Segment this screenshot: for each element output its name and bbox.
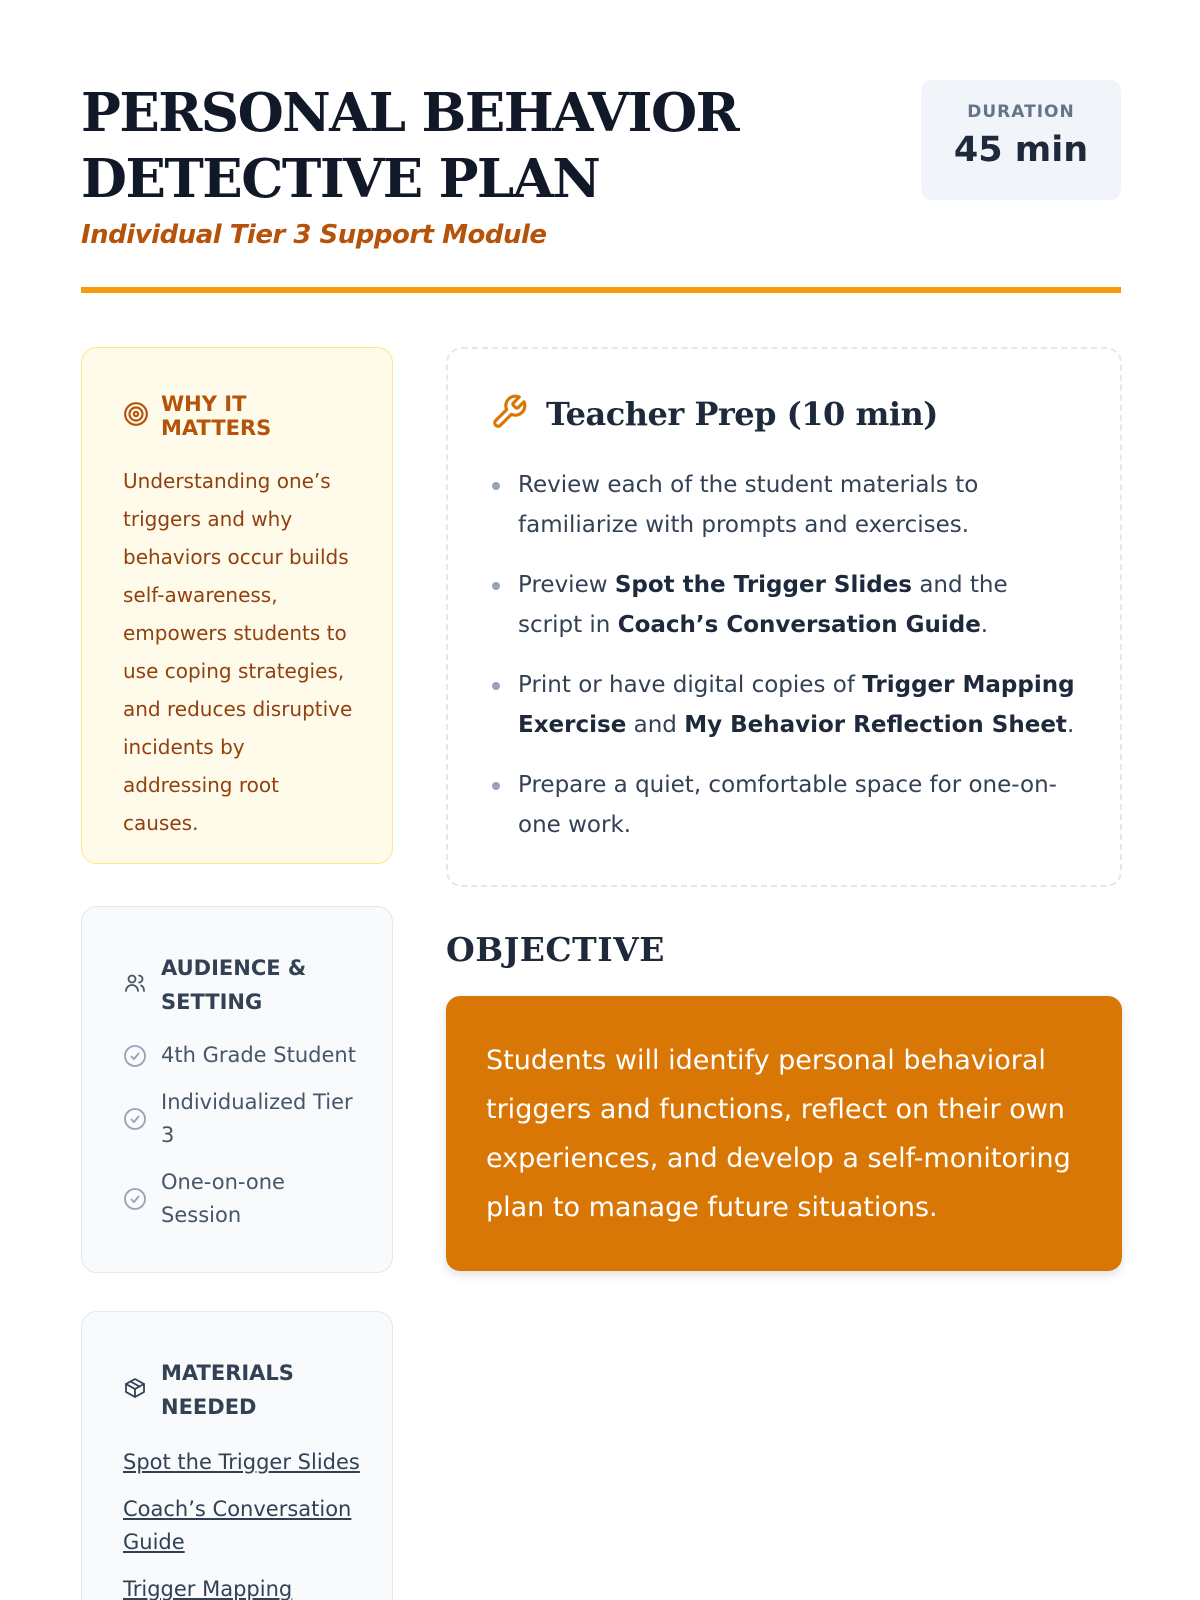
- duration-value: 45 min: [953, 130, 1089, 170]
- objective-box: [446, 996, 1122, 1271]
- prep-item-text: Print or have digital copies of: [518, 672, 863, 698]
- wrench-icon: [490, 393, 528, 435]
- audience-item-label: Individualized Tier 3: [161, 1090, 353, 1147]
- duration-box: [921, 80, 1121, 200]
- teacher-prep-card: [446, 347, 1122, 887]
- prep-item-text: Prepare a quiet, comfortable space for one-on-one work.: [518, 772, 1057, 838]
- why-body: Understanding one’s triggers and why behaviors occur builds self-awareness, empowers students to use coping strategies, and reduces disruptive incidents by addressing root causes.: [123, 469, 353, 835]
- prep-list: [490, 465, 1076, 845]
- prep-item-text: .: [980, 612, 989, 638]
- prep-item: [490, 465, 1076, 545]
- header-divider: [81, 287, 1121, 293]
- material-ref: Spot the Trigger Slides: [614, 572, 913, 598]
- prep-item: [490, 565, 1076, 645]
- prep-item: [490, 665, 1076, 745]
- target-icon: [123, 401, 149, 431]
- audience-card: [81, 906, 393, 1273]
- users-icon: [123, 971, 147, 999]
- page-subtitle: Individual Tier 3 Support Module: [81, 220, 547, 250]
- material-link[interactable]: Coach’s Conversation Guide: [123, 1497, 352, 1554]
- audience-item-label: 4th Grade Student: [161, 1043, 356, 1067]
- prep-item-text: and the script in: [518, 572, 1008, 638]
- material-ref: Trigger Mapping Exercise: [518, 672, 1075, 738]
- material-link[interactable]: Spot the Trigger Slides: [123, 1450, 360, 1474]
- why-title: WHY IT MATTERS: [161, 392, 272, 440]
- check-circle-icon: [123, 1187, 147, 1211]
- material-item: [123, 1493, 362, 1559]
- materials-title: MATERIALS NEEDED: [161, 1361, 294, 1419]
- header: [81, 80, 1121, 294]
- prep-item-text: .: [1066, 712, 1075, 738]
- box-icon: [123, 1376, 147, 1404]
- page-title: PERSONAL BEHAVIOR DETECTIVE PLAN: [81, 82, 739, 210]
- objective-title: OBJECTIVE: [446, 930, 665, 969]
- material-ref: My Behavior Reflection Sheet: [684, 712, 1067, 738]
- prep-item-text: Review each of the student materials to familiarize with prompts and exercises.: [518, 472, 979, 538]
- prep-item: [490, 765, 1076, 845]
- material-item: [123, 1446, 362, 1479]
- material-item: [123, 1573, 362, 1600]
- check-circle-icon: [123, 1044, 147, 1068]
- audience-item: [123, 1086, 362, 1152]
- prep-item-text: and: [626, 712, 685, 738]
- audience-item: [123, 1166, 362, 1232]
- duration-label: DURATION: [967, 102, 1075, 122]
- material-ref: Coach’s Conversation Guide: [617, 612, 981, 638]
- materials-list: [123, 1446, 362, 1600]
- prep-item-text: Preview: [518, 572, 615, 598]
- objective-text: Students will identify personal behavioral triggers and functions, reflect on their own experiences, and develop a self-monitoring plan to manage future situations.: [486, 1045, 1071, 1223]
- materials-card: [81, 1311, 393, 1600]
- check-circle-icon: [123, 1107, 147, 1131]
- audience-item-label: One-on-one Session: [161, 1170, 285, 1227]
- material-link[interactable]: Trigger Mapping: [123, 1577, 293, 1600]
- audience-title: AUDIENCE & SETTING: [161, 956, 307, 1014]
- audience-item: [123, 1039, 362, 1072]
- prep-title: Teacher Prep (10 min): [546, 395, 938, 433]
- why-it-matters-card: [81, 347, 393, 864]
- audience-list: [123, 1039, 362, 1232]
